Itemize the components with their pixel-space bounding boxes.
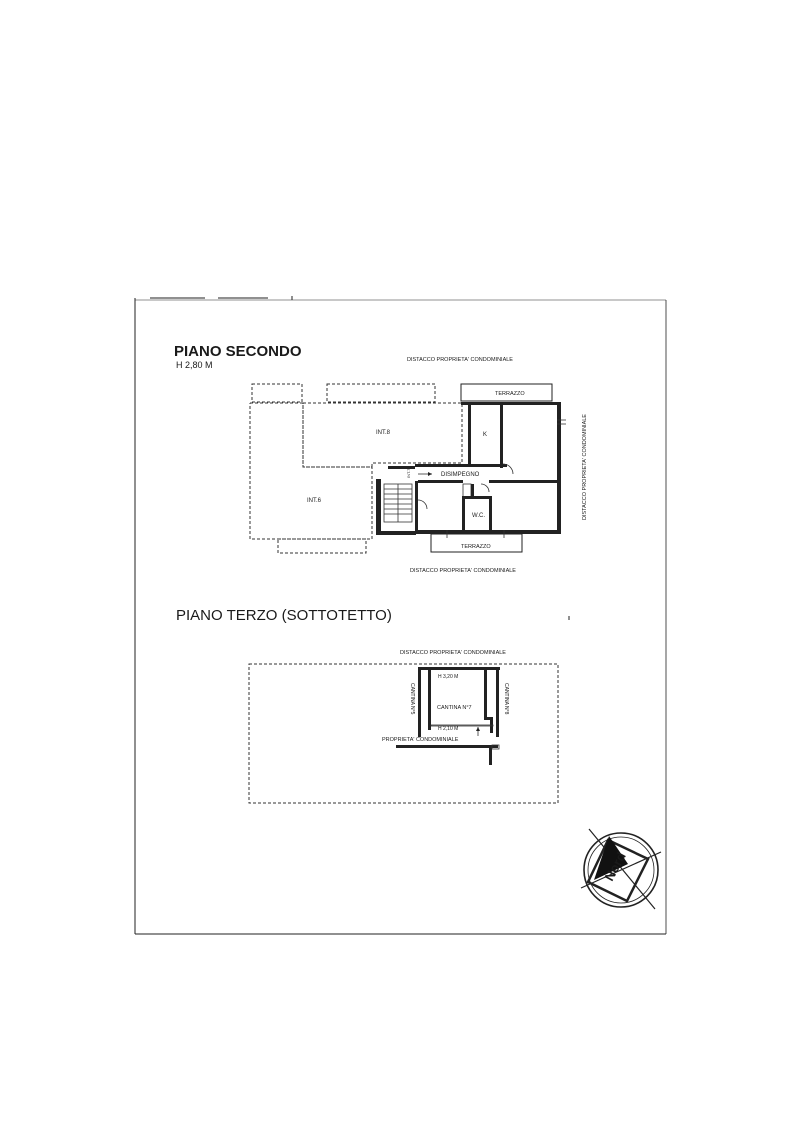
terrace-top-label: TERRAZZO (495, 391, 525, 397)
kitchen-label: K (483, 432, 488, 438)
second-floor-top-boundary: DISTACCO PROPRIETA' CONDOMINIALE (407, 357, 513, 363)
apartment-walls (415, 384, 566, 552)
cellar-left-label: CANTINA N°5 (409, 683, 415, 715)
int6-balcony-outline (252, 384, 302, 402)
common-property-label: PROPRIETA' CONDOMINIALE (382, 737, 459, 743)
attic-outline (249, 664, 558, 803)
hallway-label: DISIMPEGNO (441, 472, 480, 478)
stairwell (376, 466, 432, 535)
terrace-bottom-label: TERRAZZO (461, 544, 491, 550)
north-compass (581, 829, 661, 909)
north-label: Nord (601, 849, 629, 884)
second-floor-plan (174, 343, 588, 574)
int8-label: INT.8 (376, 430, 391, 436)
third-floor-plan (176, 607, 569, 803)
second-floor-right-boundary: DISTACCO PROPRIETA' CONDOMINIALE (582, 414, 588, 520)
height-low-label: H 2,10 M (438, 726, 459, 732)
int6-outline (250, 403, 372, 539)
int6-lower-balcony-outline (278, 539, 366, 553)
third-floor-title: PIANO TERZO (SOTTOTETTO) (176, 607, 392, 624)
third-floor-top-boundary: DISTACCO PROPRIETA' CONDOMINIALE (400, 650, 506, 656)
int8-balcony-outline (327, 384, 435, 402)
second-floor-title: PIANO SECONDO (174, 343, 302, 360)
second-floor-height: H 2,80 M (176, 360, 213, 370)
cellars (382, 667, 509, 765)
cellar-right-label: CANTINA N°8 (503, 683, 509, 715)
cellar-center-label: CANTINA N°7 (437, 705, 472, 711)
second-floor-bottom-boundary: DISTACCO PROPRIETA' CONDOMINIALE (410, 568, 516, 574)
wc-label: W.C. (472, 513, 485, 519)
stair-label: INT.7 (406, 468, 411, 478)
int6-label: INT.6 (307, 498, 322, 504)
height-high-label: H 3,20 M (438, 674, 459, 680)
